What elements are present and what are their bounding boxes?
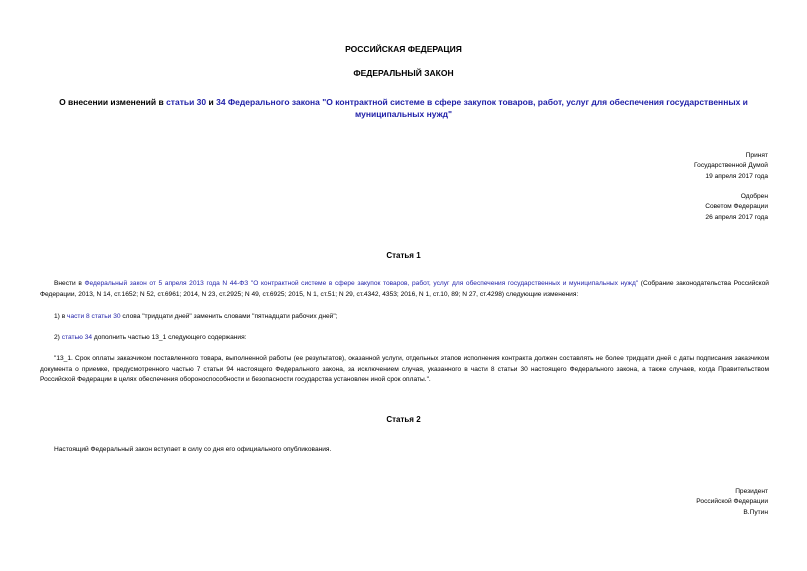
approved-body: Советом Федерации — [705, 203, 768, 211]
signature-country: Российской Федерации — [696, 498, 768, 506]
signature-name: В.Путин — [743, 508, 768, 516]
link-part-8-article-30[interactable]: части 8 статьи 30 — [67, 313, 121, 320]
link-article-34-law[interactable]: 34 Федерального закона "О контрактной системе в сфере закупок товаров, работ, услуг для обеспечения государственных и муниципальных нужд" — [216, 97, 748, 119]
adopted-body: Государственной Думой — [694, 162, 768, 170]
link-article-30[interactable]: статьи 30 — [166, 97, 207, 107]
signature-title: Президент — [735, 488, 768, 495]
article-1-intro-prefix: Внести в — [54, 280, 85, 287]
item-1-prefix: 1) в — [54, 313, 68, 320]
article-1-heading: Статья 1 — [386, 251, 421, 260]
link-article-34[interactable]: статью 34 — [61, 334, 93, 341]
item-1-suffix: слова "тридцати дней" заменить словами "пятнадцати рабочих дней"; — [120, 313, 338, 320]
item-2-suffix: дополнить частью 13_1 следующего содержания: — [92, 334, 247, 341]
law-title-and: и — [206, 97, 217, 107]
article-1-quote: "13_1. Срок оплаты заказчиком поставленного товара, выполненной работы (ее результатов), оказанной услуги, отдельных этапов исполнения контракта должен составлять не более тридцати дней с даты подписания заказчиком документа о приемке, предусмотренного частью 7 статьи 94 настоящего Федерального закона, за исключением случая, указанного в части 8 статьи 30 настоящего Федерального закона, а также случаев, когда Правительством Российской Федерации в целях обеспечения обороноспособности и безопасности государства установлен иной срок оплаты.". — [40, 355, 769, 384]
law-type-heading: ФЕДЕРАЛЬНЫЙ ЗАКОН — [353, 68, 454, 78]
adopted-date: 19 апреля 2017 года — [705, 172, 768, 180]
article-1-item-1 — [40, 312, 769, 323]
article-2-heading: Статья 2 — [386, 415, 421, 424]
link-federal-law-44[interactable]: Федеральный закон от 5 апреля 2013 года N 44-ФЗ "О контрактной системе в сфере закупок товаров, работ, услуг для обеспечения государственных и муниципальных нужд" — [84, 280, 639, 287]
article-1-intro-suffix: (Собрание законодательства Российской Федерации, 2013, N 14, ст.1652; N 52, ст.6961; 2014, N 23, ст.2925; N 49, ст.6925; 2015, N 1, ст.51; N 29, ст.4342, 4353; 2016, N 1, ст.10, 89; N 27, ст.4298) следующие изменения: — [40, 280, 769, 298]
law-title-prefix: О внесении изменений в — [59, 97, 167, 107]
adopted-label: Принят — [745, 152, 768, 159]
approved-block — [705, 192, 768, 223]
approved-label: Одобрен — [740, 193, 768, 200]
law-title — [36, 96, 771, 120]
adopted-block — [694, 151, 768, 182]
article-2-text: Настоящий Федеральный закон вступает в силу со дня его официального опубликования. — [54, 446, 332, 453]
article-1-intro — [40, 279, 769, 300]
country-heading: РОССИЙСКАЯ ФЕДЕРАЦИЯ — [345, 44, 462, 54]
signature-block — [696, 487, 768, 518]
item-2-prefix: 2) — [54, 334, 62, 341]
approved-date: 26 апреля 2017 года — [705, 213, 768, 221]
article-1-item-2 — [40, 333, 769, 344]
